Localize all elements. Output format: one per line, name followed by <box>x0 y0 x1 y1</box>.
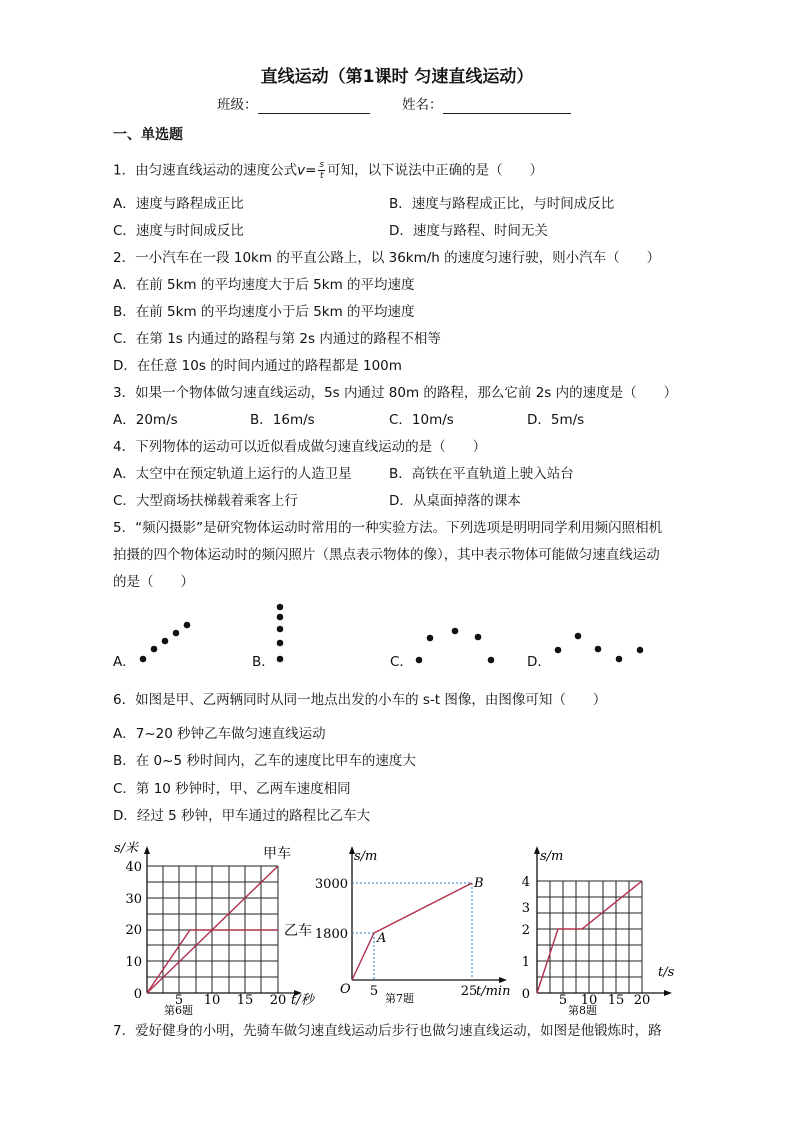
fig6-xlabel: t/秒 <box>291 993 314 1008</box>
q5-option-c[interactable]: C． <box>390 654 413 670</box>
strobe-dot <box>555 647 562 654</box>
fig8-xtick: 10 <box>580 993 598 1008</box>
fig7-x-arrow <box>499 977 507 983</box>
q5-option-a[interactable]: A． <box>113 654 136 670</box>
q4-option-b[interactable]: B．高铁在平直轨道上驶入站台 <box>389 466 574 482</box>
fig6-caption: 第6题 <box>164 1004 193 1017</box>
strobe-dot <box>277 604 284 611</box>
fig8-ytick: 4 <box>521 875 530 890</box>
fig8-ytick: 1 <box>521 955 530 970</box>
fig7-xtick: 25 <box>460 984 478 999</box>
fig6-xtick: 5 <box>174 993 184 1008</box>
figure-8 <box>522 846 675 1017</box>
q4-option-a[interactable]: A．太空中在预定轨道上运行的人造卫星 <box>113 466 352 482</box>
fig7-xlabel: t/min <box>476 984 511 999</box>
strobe-dot <box>427 635 434 642</box>
strobe-dot <box>637 647 644 654</box>
q2-option-d[interactable]: D．在任意 10s 的时间内通过的路程都是 100m <box>113 358 402 374</box>
section-heading: 一、单选题 <box>113 127 183 143</box>
fig6-xtick: 10 <box>203 993 221 1008</box>
q3-option-a[interactable]: A．20m/s <box>113 412 178 428</box>
fig8-xtick: 15 <box>607 993 625 1008</box>
strobe-dot <box>151 646 158 653</box>
fig7-xtick: 5 <box>369 984 379 999</box>
q5-line-2: 拍摄的四个物体运动时的频闪照片（黑点表示物体的像），其中表示物体可能做匀速直线运动 <box>113 547 660 563</box>
fig7-ytick: 3000 <box>314 877 348 892</box>
fig6-y-arrow <box>144 846 150 854</box>
class-label: 班级： <box>217 97 258 113</box>
fig6-label-yi: 乙车 <box>284 923 312 939</box>
fig7-caption: 第7题 <box>385 992 414 1005</box>
strobe-photo-d <box>555 633 644 663</box>
strobe-dot <box>277 626 284 633</box>
q2-option-a[interactable]: A．在前 5km 的平均速度大于后 5km 的平均速度 <box>113 277 415 293</box>
q3-option-d[interactable]: D．5m/s <box>527 412 585 428</box>
q2-option-b[interactable]: B．在前 5km 的平均速度小于后 5km 的平均速度 <box>113 304 415 320</box>
fig8-xtick: 5 <box>558 993 568 1008</box>
strobe-photo-a <box>140 622 191 663</box>
q4-stem: 4．下列物体的运动可以近似看成做匀速直线运动的是（ ） <box>113 439 487 455</box>
q5-line-3: 的是（ ） <box>113 574 194 590</box>
q1-stem-a: 1．由匀速直线运动的速度公式 <box>113 162 298 179</box>
strobe-dot <box>277 656 284 663</box>
fig7-ylabel: s/m <box>354 849 378 864</box>
strobe-dot <box>575 633 582 640</box>
q1-option-a[interactable]: A．速度与路程成正比 <box>113 196 244 212</box>
q6-option-c[interactable]: C．第 10 秒钟时，甲、乙两车速度相同 <box>113 781 351 797</box>
q1-stem-b: 可知，以下说法中正确的是（ ） <box>327 162 544 179</box>
fig6-ytick: 40 <box>125 860 142 875</box>
fraction-denominator: t <box>319 171 324 181</box>
figures <box>0 830 794 1020</box>
fig7-origin: O <box>340 982 351 997</box>
strobe-dot <box>277 614 284 621</box>
fig6-ylabel: s/米 <box>114 841 139 856</box>
q6-option-a[interactable]: A．7~20 秒钟乙车做匀速直线运动 <box>113 726 326 742</box>
q1-option-c[interactable]: C．速度与时间成反比 <box>113 223 244 239</box>
fig6-ytick: 20 <box>125 923 142 938</box>
fig6-xtick: 20 <box>269 993 287 1008</box>
strobe-dot <box>184 622 191 629</box>
strobe-dot <box>162 638 169 645</box>
fig8-caption: 第8题 <box>568 1004 597 1017</box>
q4-option-d[interactable]: D．从桌面掉落的课本 <box>389 493 521 509</box>
q3-option-b[interactable]: B．16m/s <box>250 412 315 428</box>
fig8-ytick: 0 <box>521 987 530 1002</box>
strobe-dot <box>595 646 602 653</box>
fig8-ytick: 2 <box>521 923 530 938</box>
q2-stem: 2．一小汽车在一段 10km 的平直公路上，以 36km/h 的速度匀速行驶，则小汽车（ ） <box>113 250 661 266</box>
q5-option-d[interactable]: D． <box>527 654 551 670</box>
q5-line-1: 5．“频闪摄影”是研究物体运动时常用的一种实验方法。下列选项是明明同学利用频闪照相机 <box>113 520 663 536</box>
q7-line-1: 7．爱好健身的小明，先骑车做匀速直线运动后步行也做匀速直线运动，如图是他锻炼时，路 <box>113 1023 662 1039</box>
page-title: 直线运动（第1课时 匀速直线运动） <box>260 67 534 87</box>
fig6-xtick: 15 <box>236 993 254 1008</box>
figure-6 <box>114 841 317 1017</box>
strobe-dot <box>616 656 623 663</box>
formula-v: v <box>297 162 306 179</box>
name-label: 姓名： <box>402 97 443 113</box>
strobe-dot <box>173 630 180 637</box>
fig8-xlabel: t/s <box>658 965 675 980</box>
q3-option-c[interactable]: C．10m/s <box>389 412 454 428</box>
q1-option-b[interactable]: B．速度与路程成正比，与时间成反比 <box>389 196 615 212</box>
q6-option-d[interactable]: D．经过 5 秒钟，甲车通过的路程比乙车大 <box>113 808 371 824</box>
strobe-photo-b <box>277 604 284 663</box>
strobe-dot <box>416 657 423 664</box>
fig8-x-arrow <box>664 990 672 996</box>
strobe-dot <box>140 656 147 663</box>
q4-option-c[interactable]: C．大型商场扶梯载着乘客上行 <box>113 493 298 509</box>
strobe-dot <box>488 657 495 664</box>
strobe-photo-c <box>416 628 495 664</box>
strobe-dot <box>475 634 482 641</box>
fig8-xtick: 20 <box>633 993 651 1008</box>
q1-option-d[interactable]: D．速度与路程、时间无关 <box>389 223 548 239</box>
fig8-ylabel: s/m <box>540 849 564 864</box>
q2-option-c[interactable]: C．在第 1s 内通过的路程与第 2s 内通过的路程不相等 <box>113 331 441 347</box>
q6-option-b[interactable]: B．在 0~5 秒时间内，乙车的速度比甲车的速度大 <box>113 753 416 769</box>
fig6-ytick: 30 <box>125 892 142 907</box>
fig8-ytick: 3 <box>521 901 530 916</box>
figure-7 <box>315 846 511 1005</box>
fig7-point-b: B <box>474 876 484 891</box>
fig7-line <box>352 883 472 980</box>
fig6-ytick: 10 <box>125 955 142 970</box>
q5-option-b[interactable]: B． <box>252 654 275 670</box>
strobe-dot <box>277 640 284 647</box>
formula-eq: = <box>305 162 317 179</box>
q3-stem: 3．如果一个物体做匀速直线运动，5s 内通过 80m 的路程，那么它前 2s 内的速度是（ ） <box>113 385 678 401</box>
fraction-numerator: s <box>319 160 325 170</box>
fig6-label-jia: 甲车 <box>263 846 291 862</box>
strobe-dot <box>452 628 459 635</box>
fig7-point-a: A <box>377 931 387 946</box>
fig6-ytick: 0 <box>133 987 142 1002</box>
fig7-ytick: 1800 <box>314 927 348 942</box>
q6-stem: 6．如图是甲、乙两辆同时从同一地点出发的小车的 s-t 图像，由图像可知（ ） <box>113 692 607 708</box>
fig8-grid <box>537 881 642 993</box>
